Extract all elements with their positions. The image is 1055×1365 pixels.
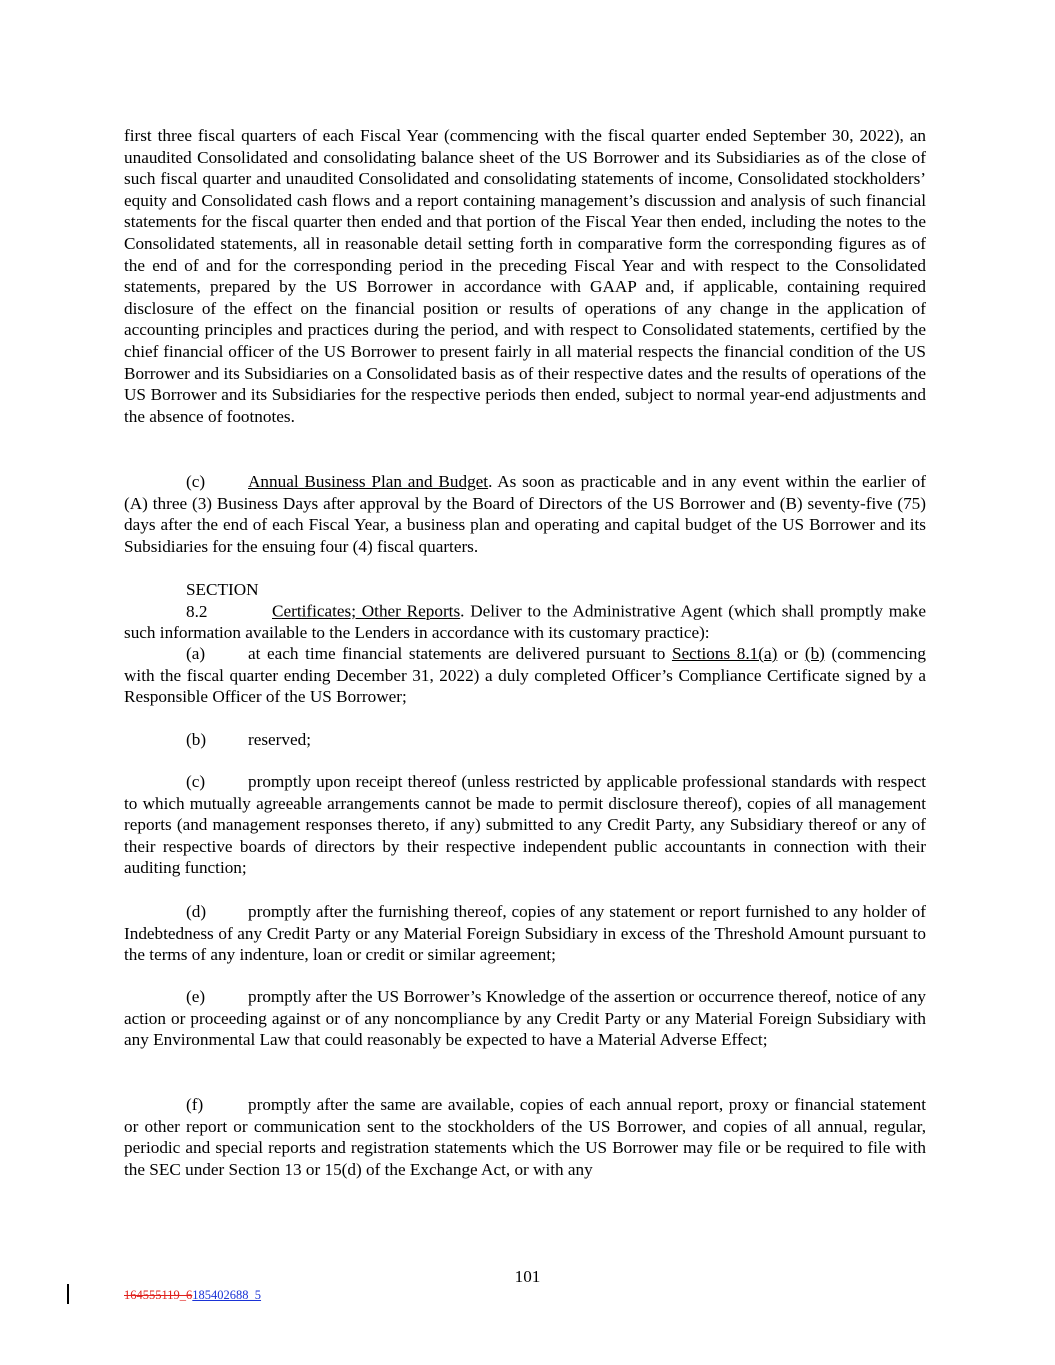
item-label-a: (a) [186,644,206,663]
paragraph-b-reserved [124,729,926,751]
paragraph-d-indebtedness-reports [124,901,926,966]
paragraph-a-text-2: (commencing with the fiscal quarter ending December 31, 2022) a duly completed Officer’s Compliance Certificate signed by a Responsible Officer of the US Borrower; [124,644,926,707]
paragraph-b-text: reserved; [248,730,311,749]
item-label-b: (b) [186,730,207,749]
section-label-8-2: SECTION 8.2 [186,580,259,621]
document-id-footer [124,1287,261,1303]
heading-annual-business-plan: Annual Business Plan and Budget [248,472,489,491]
paragraph-c-text: . As soon as practicable and in any event within the earlier of (A) three (3) Business Days after approval by the Board of Directors of the US Borrower and (B) seventy-five (75) days after the end of each Fiscal Year, a business plan and operating and capital budget of the US Borrower and its Subsidiaries for the ensuing four (4) fiscal quarters. [124,472,926,556]
reference-sections-8-1-a: Sections 8.1(a) [671,644,778,663]
paragraph-f-annual-reports [124,1094,926,1180]
paragraph-a-or: or [777,644,805,663]
revision-change-bar [67,1284,69,1304]
paragraph-a-compliance-certificate [124,643,926,708]
item-label-c2: (c) [186,772,206,791]
page-number: 101 [514,1267,541,1286]
paragraph-d-text: promptly after the furnishing thereof, copies of any statement or report furnished to any holder of Indebtedness of any Credit Party or any Material Foreign Subsidiary in excess of the Threshold Amount pursuant to the terms of any indenture, loan or credit or similar agreement; [124,902,926,965]
paragraph-a-text-1: at each time financial statements are delivered pursuant to [248,644,672,663]
paragraph-c2-text: promptly upon receipt thereof (unless restricted by applicable professional standards with respect to which mutually agreeable arrangements cannot be made to permit disclosure thereof), copies of all management reports (and management responses thereto, if any) submitted to any Credit Party, any Subsidiary thereof or any of their respective boards of directors by their respective independent public accountants in connection with their auditing function; [124,772,926,878]
section-8-2-heading-paragraph [124,579,926,644]
section-8-2-text: . Deliver to the Administrative Agent (which shall promptly make such information available to the Lenders in accordance with its customary practice): [124,601,927,643]
document-id-inserted: 185402688_5 [192,1288,262,1302]
item-label-c: (c) [186,472,206,491]
reference-b: (b) [804,644,825,663]
paragraph-financial-statements-continued: first three fiscal quarters of each Fiscal Year (commencing with the fiscal quarter ended September 30, 2022), an unaudited Consolidated and consolidating balance sheet of the US Borrower and its Subsidiaries as of the close of such fiscal quarter and unaudited Consolidated and consolidating statements of income, Consolidated stockholders’ equity and Consolidated cash flows and a report containing management’s discussion and analysis of such financial statements for the fiscal quarter then ended and that portion of the Fiscal Year then ended, including the notes to the Consolidated statements, all in reasonable detail setting forth in comparative form the corresponding figures as of the end of and for the corresponding period in the preceding Fiscal Year and with respect to the Consolidated statements, prepared by the US Borrower in accordance with GAAP and, if applicable, containing required disclosure of the effect on the financial position or results of operations of any change in the application of accounting principles and practices during the period, and with respect to Consolidated statements, certified by the chief financial officer of the US Borrower to present fairly in all material respects the financial condition of the US Borrower and its Subsidiaries on a Consolidated basis as of their respective dates and the results of operations of the US Borrower and its Subsidiaries for the respective periods then ended, subject to normal year-end adjustments and the absence of footnotes. [124,126,926,426]
paragraph-e-environmental-notice [124,986,926,1051]
paragraph-e-text: promptly after the US Borrower’s Knowledge of the assertion or occurrence thereof, notice of any action or proceeding against or of any noncompliance by any Credit Party or any Material Foreign Subsidiary with any Environmental Law that could reasonably be expected to have a Material Adverse Effect; [124,987,926,1050]
item-label-e: (e) [186,987,206,1006]
heading-certificates-other-reports: Certificates; Other Reports [272,601,461,621]
paragraph-f-text: promptly after the same are available, copies of each annual report, proxy or financial statement or other report or communication sent to the stockholders of the US Borrower, and copies of all annual, regular, periodic and special reports and registration statements which the US Borrower may file or be required to file with the SEC under Section 13 or 15(d) of the Exchange Act, or with any [124,1095,926,1179]
item-label-f: (f) [186,1095,204,1114]
paragraph-c-management-reports [124,771,926,879]
item-label-d: (d) [186,902,207,921]
paragraph-c-annual-business-plan [124,471,926,557]
document-id-deleted: 164555119_6 [124,1288,193,1302]
